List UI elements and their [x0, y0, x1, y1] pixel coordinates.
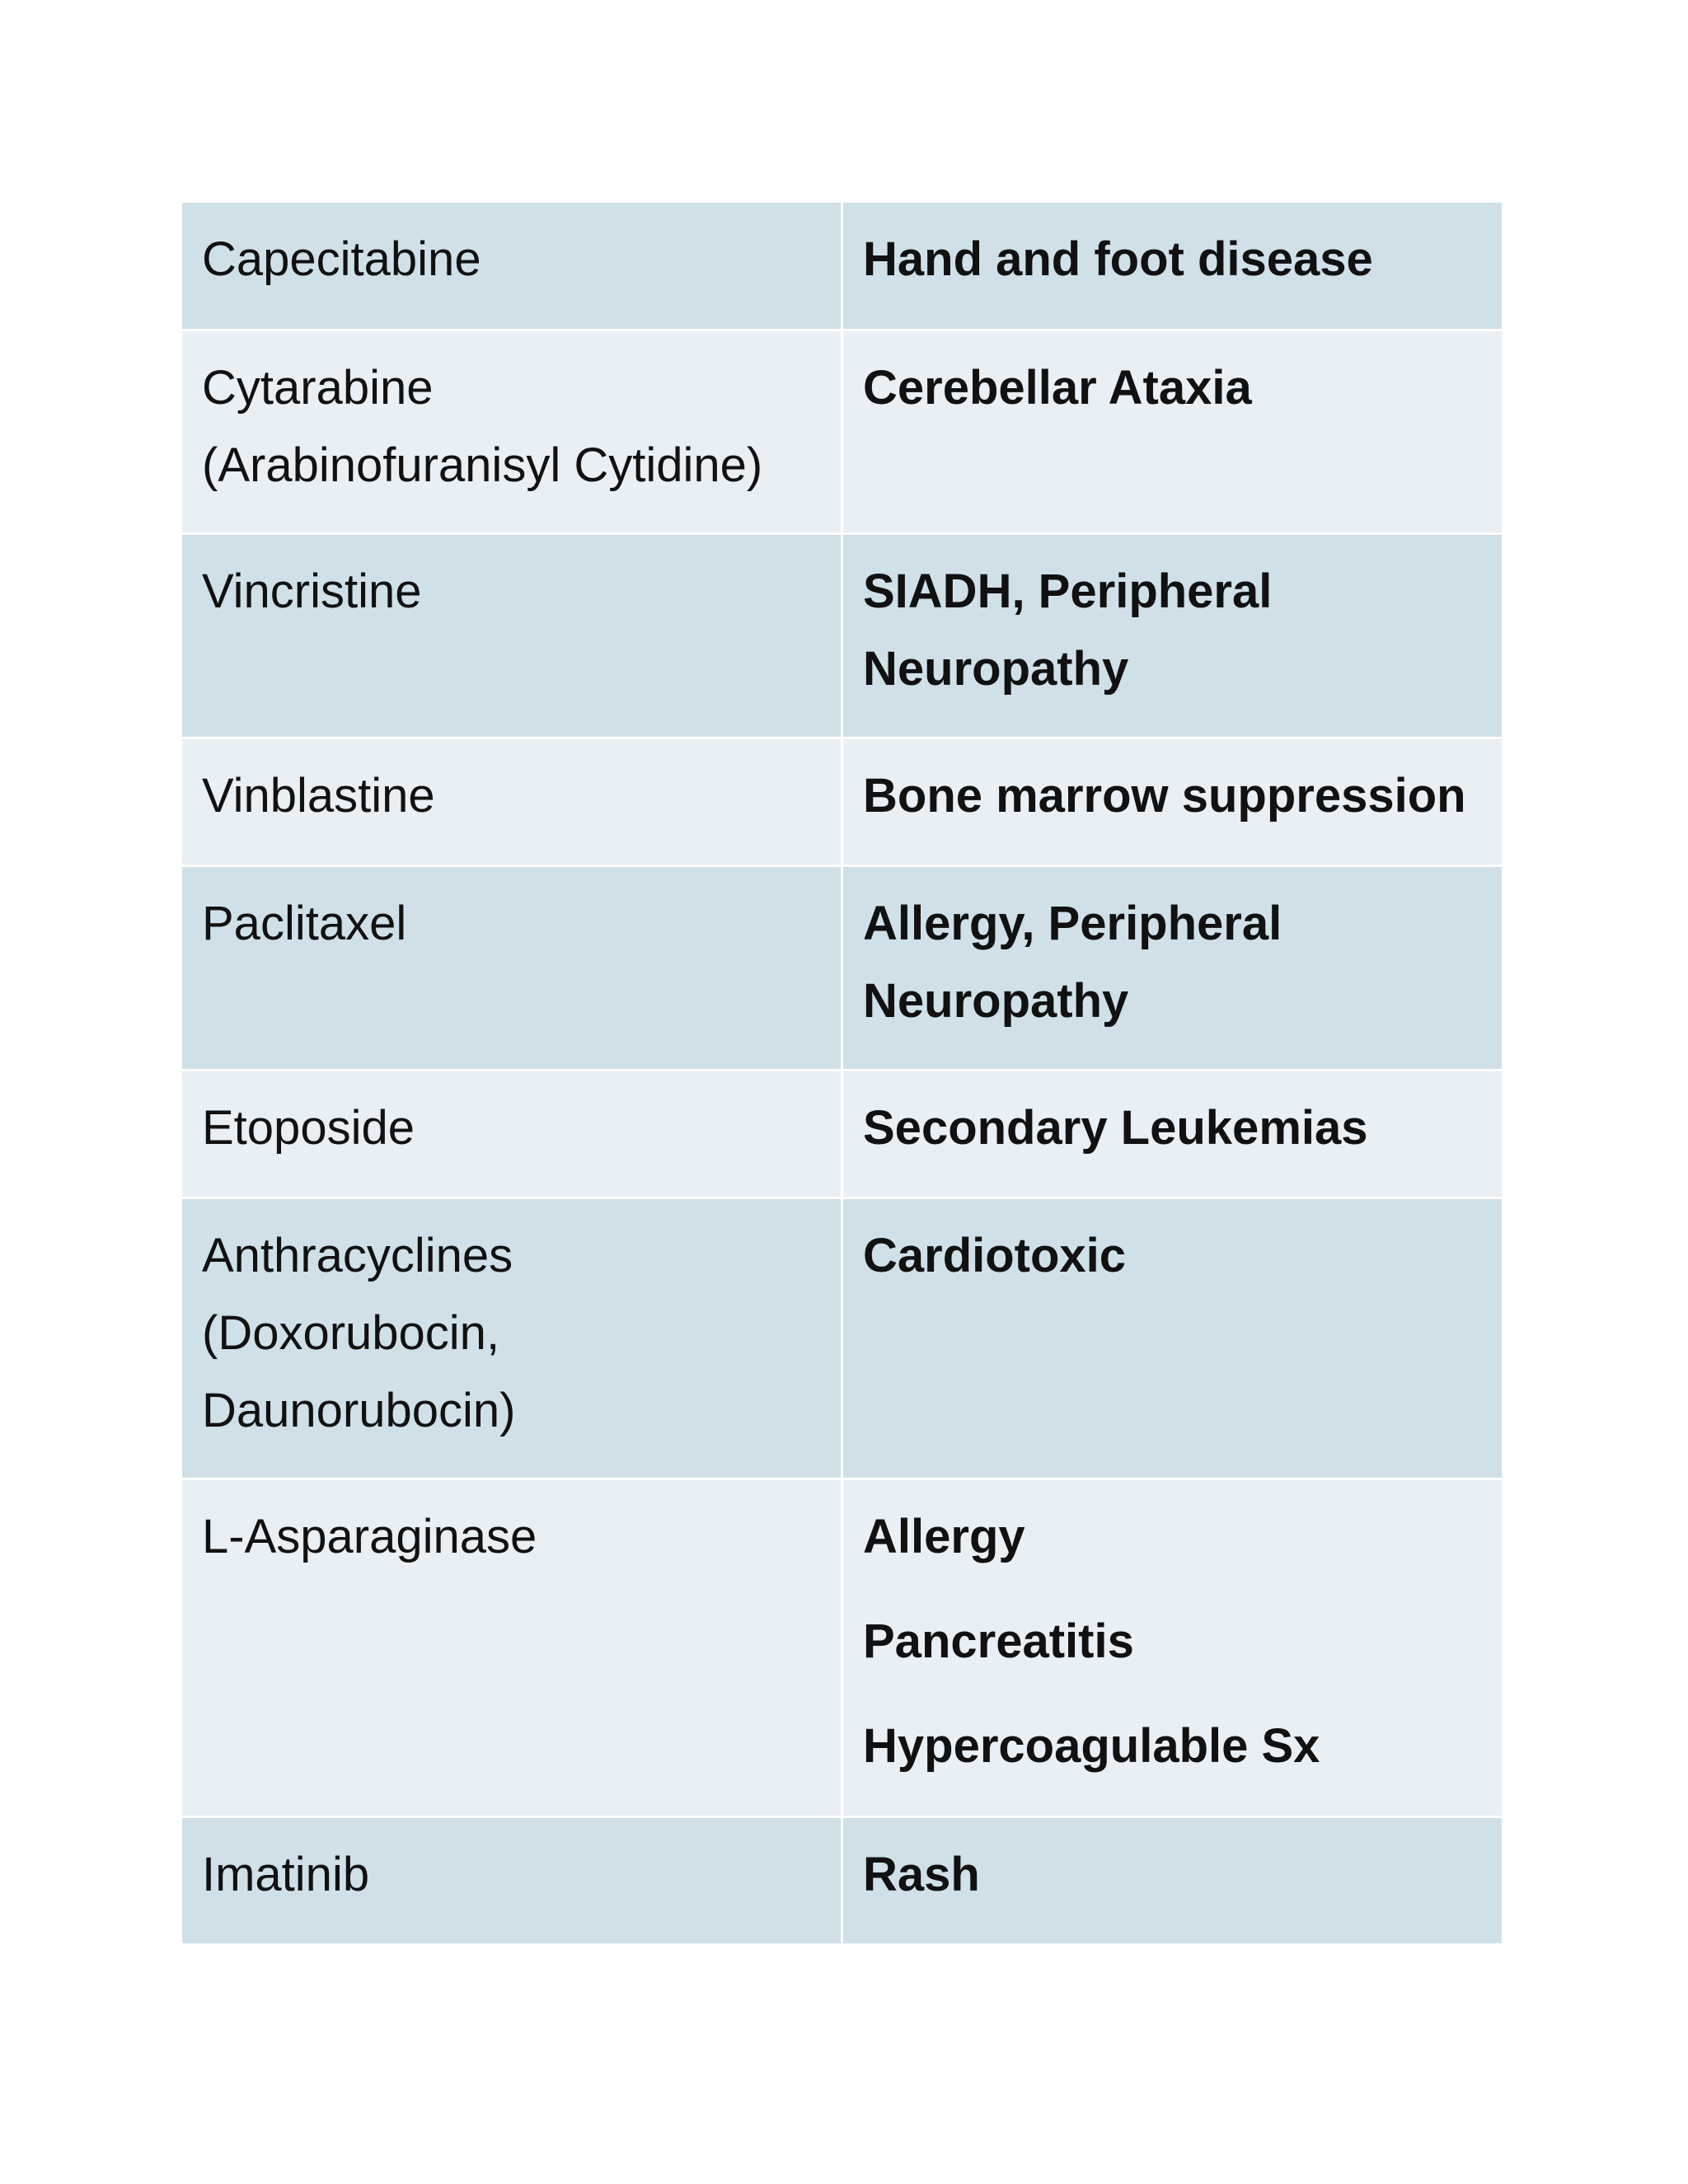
side-effect: Allergy [863, 1510, 1025, 1563]
drug-cell [181, 738, 842, 866]
side-effect: Allergy, Peripheral [863, 897, 1282, 950]
effect-cell [842, 866, 1503, 1071]
side-effect: Secondary Leukemias [863, 1101, 1368, 1155]
effect-cell [842, 1071, 1503, 1198]
side-effect: Neuropathy [863, 642, 1129, 696]
effect-cell [842, 534, 1503, 738]
drug-example: (Doxorubocin, [202, 1306, 500, 1360]
drug-cell [181, 1198, 842, 1479]
drug-cell [181, 866, 842, 1071]
side-effect: Bone marrow suppression [863, 769, 1466, 823]
drug-name: Anthracyclines [202, 1229, 513, 1282]
table-row [181, 1817, 1503, 1945]
table-row [181, 534, 1503, 738]
side-effect: Hypercoagulable Sx [863, 1719, 1320, 1773]
table-row [181, 1479, 1503, 1817]
side-effect: Rash [863, 1848, 980, 1901]
side-effect: SIADH, Peripheral [863, 565, 1273, 618]
drug-cell [181, 1479, 842, 1817]
drug-name: Etoposide [202, 1101, 415, 1155]
table-row [181, 202, 1503, 330]
table-row [181, 1071, 1503, 1198]
drug-name: Imatinib [202, 1848, 370, 1901]
drug-name: L-Asparaginase [202, 1510, 537, 1563]
drug-name: Paclitaxel [202, 897, 407, 950]
effect-cell [842, 1817, 1503, 1945]
drug-example: Daunorubocin) [202, 1384, 516, 1437]
drug-cell [181, 202, 842, 330]
drug-name: Vinblastine [202, 769, 435, 823]
table-row [181, 866, 1503, 1071]
table-row [181, 1198, 1503, 1479]
effect-cell [842, 1198, 1503, 1479]
table-row [181, 738, 1503, 866]
effect-cell [842, 1479, 1503, 1817]
drug-cell [181, 330, 842, 534]
drug-name: Vincristine [202, 565, 422, 618]
side-effect: Cardiotoxic [863, 1229, 1127, 1282]
drug-cell [181, 1071, 842, 1198]
side-effect: Pancreatitis [863, 1615, 1134, 1668]
drug-cell [181, 1817, 842, 1945]
side-effect: Neuropathy [863, 974, 1129, 1028]
effect-cell [842, 330, 1503, 534]
drug-cell [181, 534, 842, 738]
drug-toxicity-table [180, 200, 1504, 1946]
table-row [181, 330, 1503, 534]
drug-name: Capecitabine [202, 232, 481, 286]
effect-cell [842, 738, 1503, 866]
side-effect: Hand and foot disease [863, 232, 1373, 286]
drug-name: Cytarabine [202, 361, 434, 415]
side-effect: Cerebellar Ataxia [863, 361, 1252, 415]
drug-synonym: (Arabinofuranisyl Cytidine) [202, 438, 763, 492]
effect-cell [842, 202, 1503, 330]
